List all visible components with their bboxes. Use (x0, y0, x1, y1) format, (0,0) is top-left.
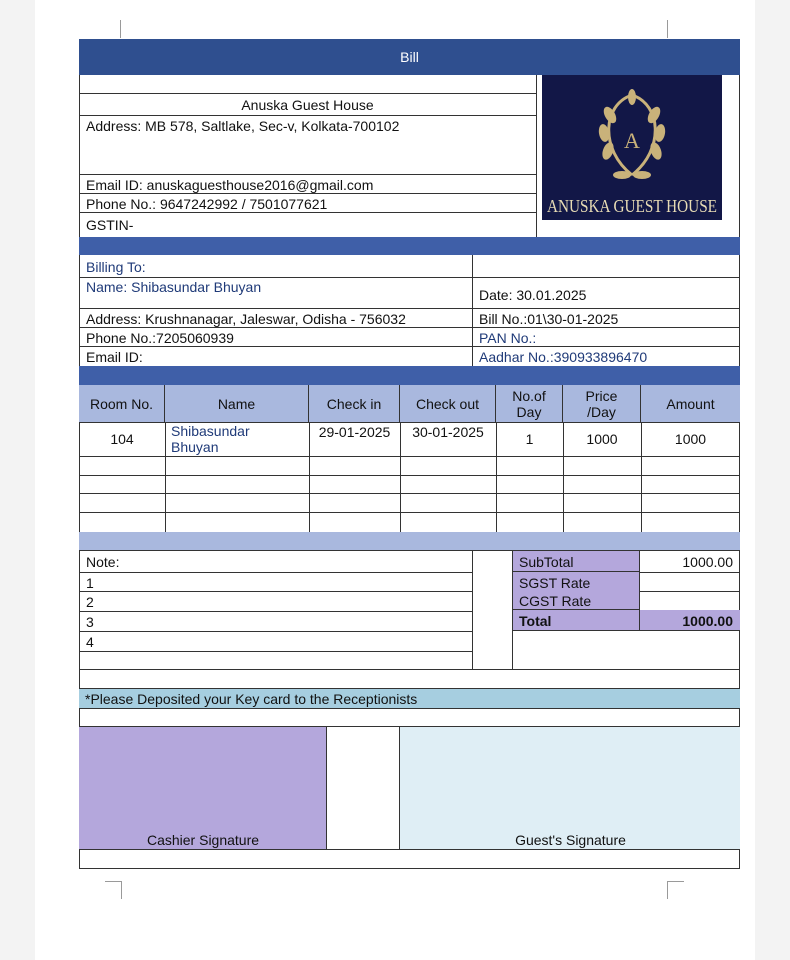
cell-amount: 1000 (674, 431, 707, 447)
billing-label: Billing To: (86, 259, 146, 275)
col-no-of-day (496, 385, 563, 423)
subtotal-label-text: SubTotal (519, 554, 574, 570)
billing-email: Email ID: (86, 349, 143, 365)
note-item: 2 (86, 594, 94, 610)
cgst-label-text: CGST Rate (519, 593, 592, 609)
divider (536, 75, 537, 237)
laurel-crest-icon (542, 75, 722, 220)
cell-check-out: 30-01-2025 (412, 424, 484, 440)
total-label-text: Total (519, 613, 552, 629)
guest-signature-box[interactable] (399, 726, 740, 850)
cell-guest-name-line1: Shibasundar (171, 423, 250, 439)
cashier-signature-label: Cashier Signature (146, 832, 260, 848)
divider (79, 93, 536, 94)
divider (79, 611, 472, 612)
subtotal-value: 1000.00 (682, 554, 733, 570)
crop-mark-bl-v (121, 881, 122, 899)
notes-gap (472, 550, 513, 669)
business-phone: Phone No.: 9647242992 / 7501077621 (86, 196, 328, 212)
col-line (641, 423, 642, 532)
bill-title: Bill (79, 39, 740, 75)
logo-letter: A (624, 128, 640, 153)
col-line (309, 423, 310, 532)
bill-number: Bill No.:01\30-01-2025 (479, 311, 619, 327)
billing-name: Name: Shibasundar Bhuyan (86, 279, 262, 295)
sgst-label-text: SGST Rate (519, 575, 591, 591)
section-separator (79, 366, 740, 385)
cgst-label (513, 591, 640, 610)
logo (542, 75, 722, 220)
key-card-notice-bar (79, 688, 740, 708)
sgst-label (513, 572, 640, 592)
total-label (513, 610, 640, 631)
note-item: 4 (86, 634, 94, 650)
business-email: Email ID: anuskaguesthouse2016@gmail.com (86, 177, 374, 193)
divider (79, 669, 740, 670)
total-value-cell (640, 610, 740, 631)
cell-price: 1000 (586, 431, 618, 447)
col-price-per-day (563, 385, 641, 423)
items-table (79, 385, 740, 532)
note-label: Note: (86, 554, 120, 570)
section-separator (79, 237, 740, 255)
divider (640, 572, 740, 573)
col-room-no: Room No. (79, 385, 165, 423)
col-no-of-day-line2: Day (516, 403, 542, 420)
crop-mark-br (667, 881, 684, 882)
cell-room: 104 (110, 431, 134, 447)
divider (79, 255, 740, 278)
bill-date: Date: 30.01.2025 (479, 287, 587, 303)
business-address: Address: MB 578, Saltlake, Sec-v, Kolkata-700102 (86, 118, 400, 134)
divider (79, 708, 740, 709)
logo-text: ANUSKA GUEST HOUSE (547, 196, 717, 216)
col-line (400, 423, 401, 532)
divider (472, 255, 473, 366)
col-price-line2: /Day (587, 403, 616, 420)
total-value: 1000.00 (682, 613, 733, 629)
col-check-in: Check in (309, 385, 400, 423)
aadhar-number: Aadhar No.:390933896470 (479, 349, 648, 365)
divider (79, 115, 536, 116)
divider (640, 591, 740, 592)
divider (79, 174, 536, 175)
divider (79, 572, 472, 573)
col-amount: Amount (641, 385, 740, 423)
col-no-of-day-line1: No.of (512, 387, 546, 404)
section-separator (79, 532, 740, 550)
divider (79, 591, 472, 592)
crop-mark-tl (120, 20, 121, 38)
cell-check-in: 29-01-2025 (318, 424, 391, 440)
divider (79, 550, 740, 551)
business-name: Anuska Guest House (241, 97, 374, 113)
cashier-signature-box[interactable] (79, 726, 327, 850)
col-line (496, 423, 497, 532)
key-card-notice: *Please Deposited your Key card to the Receptionists (85, 691, 418, 707)
signature-gap (327, 726, 400, 850)
col-price-line1: Price (585, 387, 618, 404)
business-gstin: GSTIN- (86, 217, 134, 233)
subtotal-label (513, 551, 640, 572)
col-line (165, 423, 166, 532)
cell-guest-name-line2: Bhuyan (171, 439, 219, 455)
col-name: Name (165, 385, 309, 423)
note-item: 1 (86, 575, 94, 591)
billing-phone: Phone No.:7205060939 (86, 330, 234, 346)
pan-number: PAN No.: (479, 330, 537, 346)
note-item: 3 (86, 614, 94, 630)
col-line (563, 423, 564, 532)
guest-signature-label: Guest's Signature (515, 832, 626, 848)
divider (79, 631, 472, 632)
billing-address: Address: Krushnanagar, Jaleswar, Odisha - 756032 (86, 311, 406, 327)
crop-mark-tr (667, 20, 668, 38)
bill-page (35, 0, 755, 960)
cell-days: 1 (525, 431, 534, 447)
crop-mark-br-v (667, 881, 668, 899)
crop-mark-bl (105, 881, 122, 882)
col-check-out: Check out (400, 385, 496, 423)
divider (79, 651, 472, 652)
